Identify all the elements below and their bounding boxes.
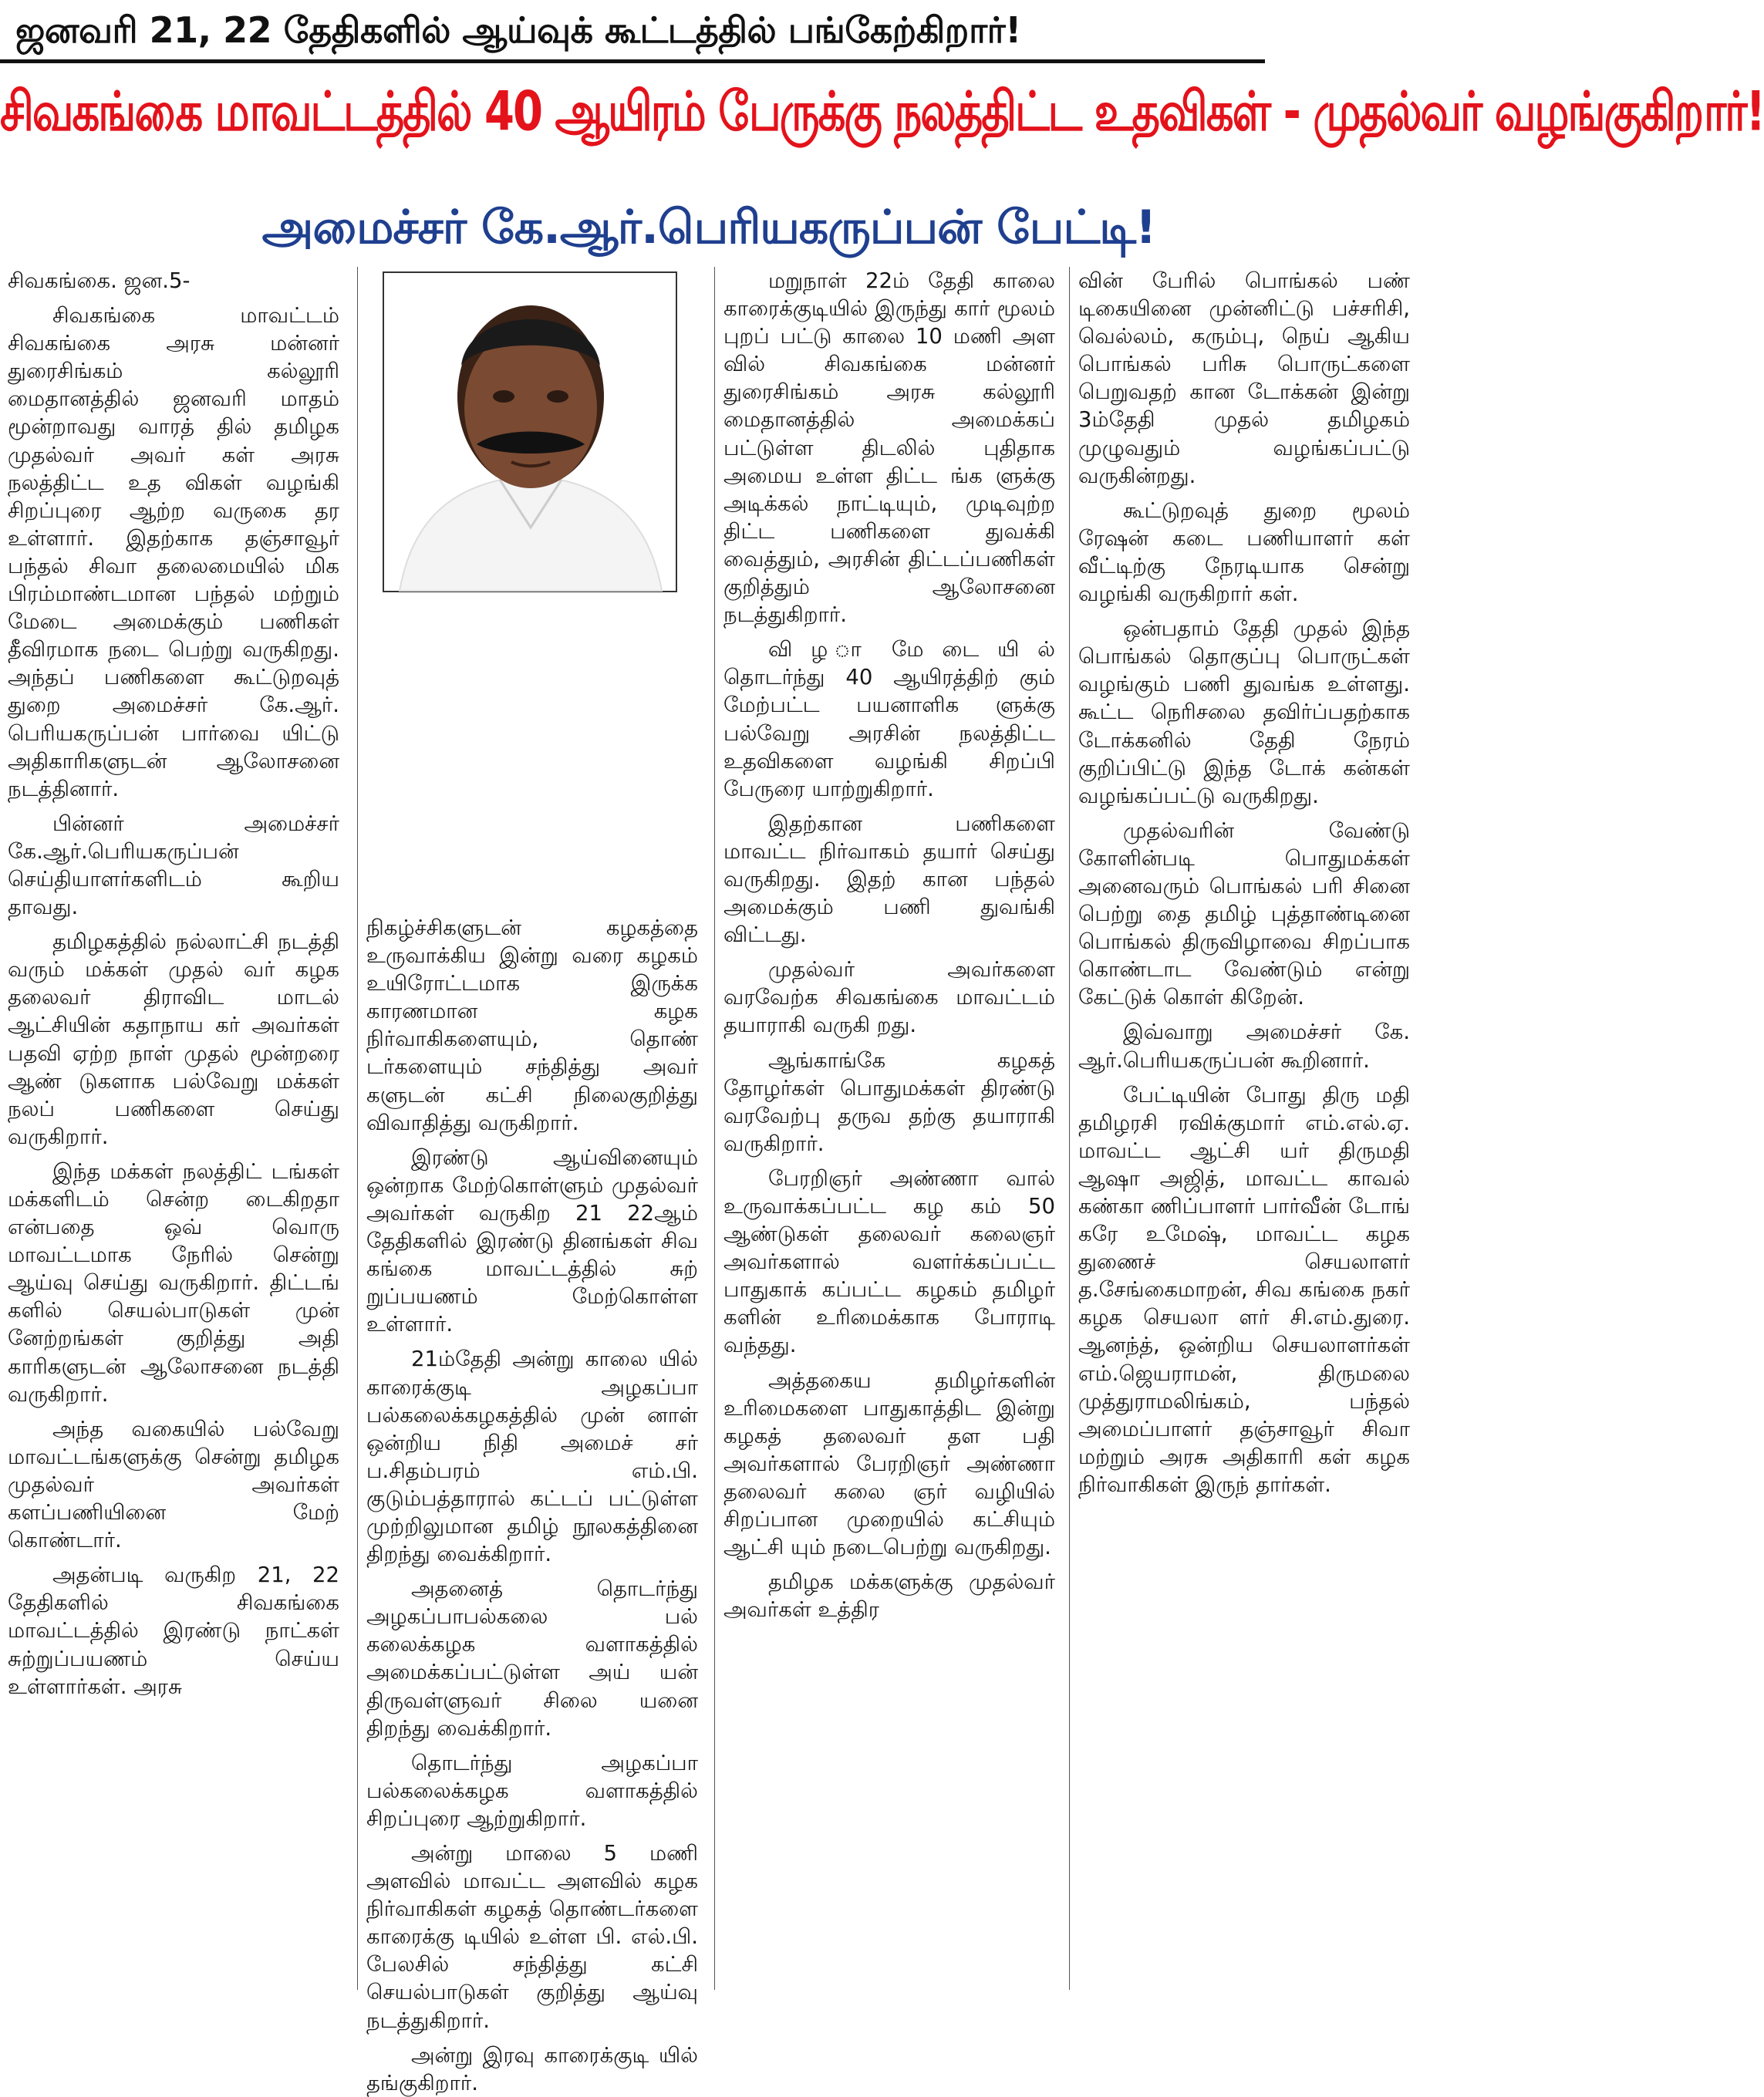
- paragraph: பின்னர் அமைச்சர் கே.ஆர்.பெரியகருப்பன் செய்தியாளர்களிடம் கூறிய தாவது.: [8, 811, 339, 920]
- article-column-4: [1078, 267, 1410, 1990]
- paragraph: இதற்கான பணிகளை மாவட்ட நிர்வாகம் தயார் செய்து வருகிறது. இதற் கான பந்தல் அமைக்கும் பணி துவங்கி விட்டது.: [723, 811, 1055, 948]
- paragraph: அந்த வகையில் பல்வேறு மாவட்டங்களுக்கு சென்று தமிழக முதல்வர் அவர்கள் களப்பணியினை மேற் கொண்டார்.: [8, 1416, 339, 1553]
- paragraph: வி ழ ா மே டை யி ல் தொடர்ந்து 40 ஆயிரத்திற் கும் மேற்பட்ட பயனாளிக ளுக்கு பல்வேறு அரசின் நலத்திட்ட உதவிகளை வழங்கி சிறப்பி பேருரை யாற்றுகிறார்.: [723, 637, 1055, 801]
- paragraph: தொடர்ந்து அழகப்பா பல்கலைக்கழக வளாகத்தில் சிறப்புரை ஆற்றுகிறார்.: [366, 1750, 698, 1831]
- paragraph: அதன்படி வருகிற 21, 22 தேதிகளில் சிவகங்கை மாவட்டத்தில் இரண்டு நாட்கள் சுற்றுப்பயணம் செய்ய உள்ளார்கள். அரசு: [8, 1563, 339, 1699]
- main-headline: சிவகங்கை மாவட்டத்தில் 40 ஆயிரம் பேருக்கு நலத்திட்ட உதவிகள் - முதல்வர் வழங்குகிறார்!: [0, 80, 1764, 143]
- article-column-1: [8, 267, 339, 1990]
- paragraph: பேரறிஞர் அண்ணா வால் உருவாக்கப்பட்ட கழ கம் 50 ஆண்டுகள் தலைவர் கலைஞர் அவர்களால் வளர்க்கப்பட்ட பாதுகாக் கப்பட்ட கழகம் தமிழர் களின் உரிமைக்காக போராடி வந்தது.: [723, 1165, 1055, 1358]
- paragraph: இந்த மக்கள் நலத்திட் டங்கள் மக்களிடம் சென்ற டைகிறதா என்பதை ஒவ் வொரு மாவட்டமாக நேரில் சென்று ஆய்வு செய்து வருகிறார். திட்டங் களில் செயல்பாடுகள் முன் னேற்றங்கள் குறித்து அதி காரிகளுடன் ஆலோசனை நடத்தி வருகிறார்.: [8, 1158, 339, 1407]
- paragraph: ஆங்காங்கே கழகத் தோழர்கள் பொதுமக்கள் திரண்டு வரவேற்பு தருவ தற்கு தயாராகி வருகிறார்.: [723, 1047, 1055, 1156]
- paragraph: இரண்டு ஆய்வினையும் ஒன்றாக மேற்கொள்ளும் முதல்வர் அவர்கள் வருகிற 21 22ஆம் தேதிகளில் இரண்டு தினங்கள் சிவ கங்கை மாவட்டத்தில் சுற் றுப்பயணம் மேற்கொள்ள உள்ளார்.: [366, 1145, 698, 1337]
- paragraph: முதல்வர் அவர்களை வரவேற்க சிவகங்கை மாவட்டம் தயாராகி வருகி றது.: [723, 957, 1055, 1038]
- article-column-3: [723, 267, 1055, 1990]
- paragraph: அதனைத் தொடர்ந்து அழகப்பாபல்கலை பல் கலைக்கழக வளாகத்தில் அமைக்கப்பட்டுள்ள அய் யன் திருவள்ளுவர் சிலை யனை திறந்து வைக்கிறார்.: [366, 1576, 698, 1741]
- paragraph: தமிழகத்தில் நல்லாட்சி நடத்தி வரும் மக்கள் முதல் வர் கழக தலைவர் திராவிட மாடல் ஆட்சியின் கதாநாய கர் அவர்கள் பதவி ஏற்ற நாள் முதல் மூன்றரை ஆண் டுகளாக பல்வேறு மக்கள் நலப் பணிகளை செய்து வருகிறார்.: [8, 929, 339, 1149]
- paragraph: அன்று இரவு காரைக்குடி யில் தங்குகிறார்.: [366, 2042, 698, 2095]
- paragraph: வின் பேரில் பொங்கல் பண் டிகையினை முன்னிட்டு பச்சரிசி, வெல்லம், கரும்பு, நெய் ஆகிய பொங்கல் பரிசு பொருட்களை பெறுவதற் கான டோக்கன் இன்று 3ம்தேதி முதல் தமிழகம் முழுவதும் வழங்கப்பட்டு வருகின்றது.: [1078, 268, 1410, 488]
- paragraph: சிவகங்கை மாவட்டம் சிவகங்கை அரசு மன்னர் துரைசிங்கம் கல்லூரி மைதானத்தில் ஜனவரி மாதம் மூன்றாவது வாரத் தில் தமிழக முதல்வர் அவர் கள் அரசு நலத்திட்ட உத விகள் வழங்கி சிறப்புரை ஆற்ற வருகை தர உள்ளார். இதற்காக தஞ்சாவூர் பந்தல் சிவா தலைமையில் மிக பிரம்மாண்டமான பந்தல் மற்றும் மேடை அமைக்கும் பணிகள் தீவிரமாக நடை பெற்று வருகிறது. அந்தப் பணிகளை கூட்டுறவுத் துறை அமைச்சர் கே.ஆர். பெரியகருப்பன் பார்வை யிட்டு அதிகாரிகளுடன் ஆலோசனை நடத்தினார்.: [8, 303, 339, 801]
- column-rule-3: [1069, 267, 1070, 1990]
- paragraph: அத்தகைய தமிழர்களின் உரிமைகளை பாதுகாத்திட இன்று கழகத் தலைவர் தள பதி அவர்களால் பேரறிஞர் அண்ணா தலைவர் கலை ஞர் வழியில் சிறப்பான முறையில் கட்சியும் ஆட்சி யும் நடைபெற்று வருகிறது.: [723, 1367, 1055, 1560]
- paragraph: அன்று மாலை 5 மணி அளவில் மாவட்ட அளவில் கழக நிர்வாகிகள் கழகத் தொண்டர்களை காரைக்கு டியில் உள்ள பி. எல்.பி. பேலசில் சந்தித்து கட்சி செயல்பாடுகள் குறித்து ஆய்வு நடத்துகிறார்.: [366, 1841, 698, 2033]
- paragraph: 21ம்தேதி அன்று காலை யில் காரைக்குடி அழகப்பா பல்கலைக்கழகத்தில் முன் னாள் ஒன்றிய நிதி அமைச் சர் ப.சிதம்பரம் எம்.பி. குடும்பத்தாரால் கட்டப் பட்டுள்ள முற்றிலுமான தமிழ் நூலகத்தினை திறந்து வைக்கிறார்.: [366, 1347, 698, 1567]
- column-rule-1: [357, 267, 358, 1990]
- paragraph: நிகழ்ச்சிகளுடன் கழகத்தை உருவாக்கிய இன்று வரை கழகம் உயிரோட்டமாக இருக்க காரணமான கழக நிர்வாகிகளையும், தொண் டர்களையும் சந்தித்து அவர் களுடன் கட்சி நிலைகுறித்து விவாதித்து வருகிறார்.: [366, 915, 698, 1135]
- paragraph: கூட்டுறவுத் துறை மூலம் ரேஷன் கடை பணியாளர் கள் வீட்டிற்கு நேரடியாக சென்று வழங்கி வருகிறார் கள்.: [1078, 497, 1410, 607]
- paragraph: ஒன்பதாம் தேதி முதல் இந்த பொங்கல் தொகுப்பு பொருட்கள் வழங்கும் பணி துவங்க உள்ளது. கூட்ட நெரிசலை தவிர்ப்பதற்காக டோக்கனில் தேதி நேரம் குறிப்பிட்டு இந்த டோக் கன்கள் வழங்கப்பட்டு வருகிறது.: [1078, 616, 1410, 808]
- kicker-headline: ஜனவரி 21, 22 தேதிகளில் ஆய்வுக் கூட்டத்தில் பங்கேற்கிறார்!: [0, 0, 1265, 63]
- paragraph: மறுநாள் 22ம் தேதி காலை காரைக்குடியில் இருந்து கார் மூலம் புறப் பட்டு காலை 10 மணி அள வில் சிவகங்கை மன்னர் துரைசிங்கம் அரசு கல்லூரி மைதானத்தில் அமைக்கப் பட்டுள்ள திடலில் புதிதாக அமைய உள்ள திட்ட ங்க ளுக்கு அடிக்கல் நாட்டியும், முடிவுற்ற திட்ட பணிகளை துவக்கி வைத்தும், அரசின் திட்டப்பணிகள் குறித்தும் ஆலோசனை நடத்துகிறார்.: [723, 268, 1055, 628]
- article-column-2: [366, 914, 698, 2095]
- column-rule-2: [714, 267, 715, 1990]
- paragraph: முதல்வரின் வேண்டு கோளின்படி பொதுமக்கள் அனைவரும் பொங்கல் பரி சினை பெற்று தை தமிழ் புத்தாண்டினை பொங்கல் திருவிழாவை சிறப்பாக கொண்டாட வேண்டும் என்று கேட்டுக் கொள் கிறேன்.: [1078, 818, 1410, 1010]
- sub-headline: அமைச்சர் கே.ஆர்.பெரியகருப்பன் பேட்டி!: [261, 201, 1156, 255]
- paragraph: தமிழக மக்களுக்கு முதல்வர் அவர்கள் உத்திர: [723, 1569, 1055, 1623]
- paragraph: இவ்வாறு அமைச்சர் கே. ஆர்.பெரியகருப்பன் கூறினார்.: [1078, 1020, 1410, 1073]
- paragraph: பேட்டியின் போது திரு மதி தமிழரசி ரவிக்குமார் எம்.எல்.ஏ. மாவட்ட ஆட்சி யர் திருமதி ஆஷா அஜித், மாவட்ட காவல் கண்கா ணிப்பாளர் பார்வீன் டோங் கரே உமேஷ், மாவட்ட கழக துணைச் செயலாளர் த.சேங்கைமாறன், சிவ கங்கை நகர் கழக செயலா ளர் சி.எம்.துரை. ஆனந்த், ஒன்றிய செயலாளர்கள் எம்.ஜெயராமன், திருமலை முத்துராமலிங்கம், பந்தல் அமைப்பாளர் தஞ்சாவூர் சிவா மற்றும் அரசு அதிகாரி கள் கழக நிர்வாகிகள் இருந் தார்கள்.: [1078, 1082, 1410, 1497]
- minister-photo: [383, 271, 677, 592]
- dateline: சிவகங்கை. ஜன.5-: [8, 268, 191, 293]
